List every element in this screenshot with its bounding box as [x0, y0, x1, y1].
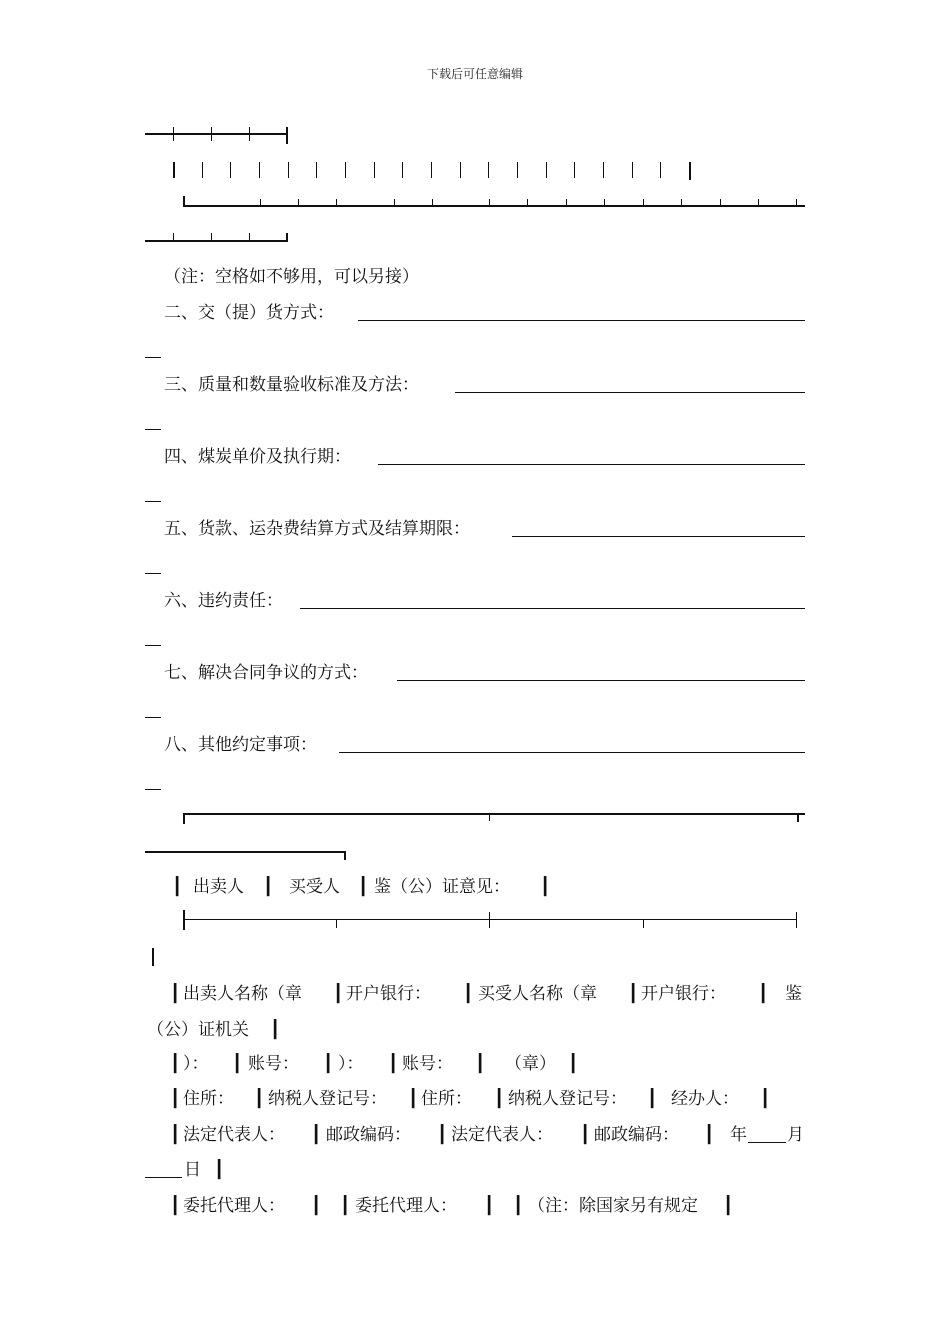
seller-agent-label: 委托代理人： [183, 1196, 285, 1216]
table-cell-divider: ┃ [723, 1196, 734, 1216]
table-rule [374, 162, 375, 178]
table-rule [489, 199, 490, 206]
table-rule [546, 162, 547, 178]
date-day-label: 日 [184, 1160, 201, 1180]
clause-liability-label: 六、违约责任： [164, 591, 283, 611]
table-rule [344, 851, 346, 860]
table-cell-divider: ┃ [484, 1196, 495, 1216]
table-cell-divider: ┃ [628, 984, 639, 1004]
date-month-label: 月 [787, 1125, 804, 1145]
table-rule [145, 133, 287, 135]
page-header-note: 下载后可任意编辑 [426, 67, 523, 81]
table-rule [260, 199, 261, 206]
clause-delivery-field[interactable] [358, 320, 805, 321]
clause-other-field[interactable] [339, 752, 805, 753]
table-rule [183, 205, 805, 207]
buyer-paren-close: ）： [338, 1054, 364, 1074]
table-rule [145, 851, 346, 853]
table-rule [431, 162, 432, 178]
table-cell-divider: ┃ [340, 1196, 351, 1216]
clause-other-label: 八、其他约定事项： [164, 735, 317, 755]
table-rule [796, 912, 797, 928]
buyer-legal-rep-label: 法定代表人： [451, 1125, 553, 1145]
notary-org-label-a: 鉴 [785, 984, 802, 1004]
date-month-field[interactable] [748, 1142, 786, 1143]
table-cell-divider: ┃ [760, 1089, 771, 1109]
notary-footnote: （注：除国家另有规定 [528, 1196, 698, 1216]
table-rule [336, 199, 337, 206]
table-cell-divider: ┃ [358, 877, 369, 897]
table-cell-divider: ┃ [333, 984, 344, 1004]
clause-dispute-continuation [145, 717, 161, 718]
table-cell-divider: ┃ [311, 1196, 322, 1216]
table-rule [797, 813, 799, 822]
seller-address-label: 住所： [183, 1089, 234, 1109]
table-cell-divider: ┃ [568, 1054, 579, 1074]
table-cell-divider: ┃ [704, 1125, 715, 1145]
clause-quality-label: 三、质量和数量验收标准及方法： [164, 375, 419, 395]
clause-dispute-field[interactable] [397, 680, 805, 681]
table-cell-divider: ┃ [172, 877, 183, 897]
table-rule [211, 233, 212, 241]
table-rule [202, 162, 203, 178]
clause-settlement-continuation [145, 573, 161, 574]
buyer-agent-label: 委托代理人： [355, 1196, 457, 1216]
seller-account-label: 账号： [248, 1054, 299, 1074]
seller-name-label: 出卖人名称（章 [183, 984, 302, 1004]
clause-price-field[interactable] [378, 464, 805, 465]
table-rule [230, 162, 231, 178]
table-rule [632, 162, 633, 178]
buyer-tax-id-label: 纳税人登记号： [508, 1089, 627, 1109]
table-rule [173, 162, 175, 178]
table-rule [259, 162, 260, 178]
table-cell-divider: ┃ [270, 1020, 281, 1040]
table-rule [394, 199, 395, 206]
table-rule [660, 162, 661, 178]
notary-seal-label: （章） [505, 1054, 556, 1074]
table-rule [286, 233, 288, 242]
notary-handler-label: 经办人： [671, 1089, 739, 1109]
clause-quality-field[interactable] [455, 392, 805, 393]
table-rule [460, 162, 461, 178]
table-rule [574, 162, 575, 178]
table-rule [286, 127, 288, 144]
clause-liability-field[interactable] [300, 608, 805, 609]
clause-price-label: 四、煤炭单价及执行期： [164, 447, 351, 467]
sign-head-notary: 鉴（公）证意见： [374, 877, 510, 897]
clause-other-continuation [145, 789, 161, 790]
table-rule [173, 233, 174, 241]
buyer-account-label: 账号： [402, 1054, 453, 1074]
buyer-bank-label: 开户银行： [641, 984, 726, 1004]
seller-postcode-label: 邮政编码： [326, 1125, 411, 1145]
table-cell-divider: ┃ [580, 1125, 591, 1145]
seller-tax-id-label: 纳税人登记号： [268, 1089, 387, 1109]
table-rule [288, 162, 289, 178]
table-cell-divider: ┃ [214, 1160, 225, 1180]
clause-liability-continuation [145, 645, 161, 646]
table-cell-divider: ┃ [475, 1054, 486, 1074]
table-cell-divider: ┃ [758, 984, 769, 1004]
table-rule [211, 127, 212, 141]
table-cell-divider: ┃ [232, 1054, 243, 1074]
table-cell-divider: ┃ [437, 1125, 448, 1145]
clause-delivery-label: 二、交（提）货方式： [164, 303, 334, 323]
clause-dispute-label: 七、解决合同争议的方式： [164, 663, 368, 683]
table-cell-divider: ┃ [170, 1054, 181, 1074]
buyer-address-label: 住所： [421, 1089, 472, 1109]
table-cell-divider: ┃ [494, 1089, 505, 1109]
table-cell-divider: ┃ [388, 1054, 399, 1074]
table-cell-divider: ┃ [170, 1089, 181, 1109]
table-cell-divider: ┃ [170, 1196, 181, 1216]
table-rule [643, 199, 644, 206]
date-day-field[interactable] [145, 1177, 182, 1178]
table-rule [316, 162, 317, 178]
table-cell-divider: ┃ [311, 1125, 322, 1145]
notary-org-label-b: （公）证机关 [147, 1020, 249, 1040]
table-cell-divider: ┃ [647, 1089, 658, 1109]
table-rule [603, 162, 604, 178]
table-cell-divider: ┃ [263, 877, 274, 897]
table-rule [517, 162, 518, 178]
table-rule [249, 233, 250, 241]
buyer-postcode-label: 邮政编码： [594, 1125, 679, 1145]
sign-head-seller: 出卖人 [193, 877, 244, 897]
table-rule [643, 919, 644, 928]
table-rule [183, 196, 185, 207]
table-rule [183, 919, 797, 920]
table-cell-divider: ┃ [408, 1089, 419, 1109]
table-rule [488, 162, 489, 178]
table-cell-divider: ┃ [463, 984, 474, 1004]
table-rule [145, 240, 287, 242]
table-rule [604, 199, 605, 206]
table-rule [689, 162, 691, 180]
table-rule [796, 199, 797, 206]
table-rule [183, 910, 185, 930]
table-rule [249, 127, 250, 141]
table-rule [527, 199, 528, 206]
clause-price-continuation [145, 501, 161, 502]
table-rule [432, 199, 433, 206]
table-rule [681, 199, 682, 206]
seller-legal-rep-label: 法定代表人： [183, 1125, 285, 1145]
table-rule [566, 199, 567, 206]
table-rule [298, 199, 299, 206]
table-rule [489, 813, 490, 821]
clause-delivery-continuation [145, 357, 161, 358]
date-year-label: 年 [730, 1125, 747, 1145]
buyer-name-label: 买受人名称（章 [478, 984, 597, 1004]
table-rule [758, 199, 759, 206]
table-rule [336, 919, 337, 928]
clause-settlement-label: 五、货款、运杂费结算方式及结算期限： [164, 519, 470, 539]
clause-quality-continuation [145, 429, 161, 430]
clause-settlement-field[interactable] [512, 536, 805, 537]
table-cell-divider: ┃ [540, 877, 551, 897]
table-rule [183, 813, 185, 824]
table-cell-divider: ┃ [513, 1196, 524, 1216]
table-rule [173, 127, 174, 141]
table-cell-divider: ┃ [323, 1054, 334, 1074]
sign-head-buyer: 买受人 [289, 877, 340, 897]
table-cell-divider: ┃ [170, 1125, 181, 1145]
seller-paren-close: ）： [183, 1054, 209, 1074]
note-extend-space: （注：空格如不够用，可以另接） [164, 267, 419, 287]
table-cell-divider: ┃ [170, 984, 181, 1004]
table-rule [183, 813, 805, 815]
table-rule [345, 162, 346, 178]
seller-bank-label: 开户银行： [346, 984, 431, 1004]
table-cell-divider: ┃ [254, 1089, 265, 1109]
table-rule [402, 162, 403, 178]
table-rule [720, 199, 721, 206]
table-rule [489, 912, 490, 928]
table-rule [152, 948, 154, 966]
